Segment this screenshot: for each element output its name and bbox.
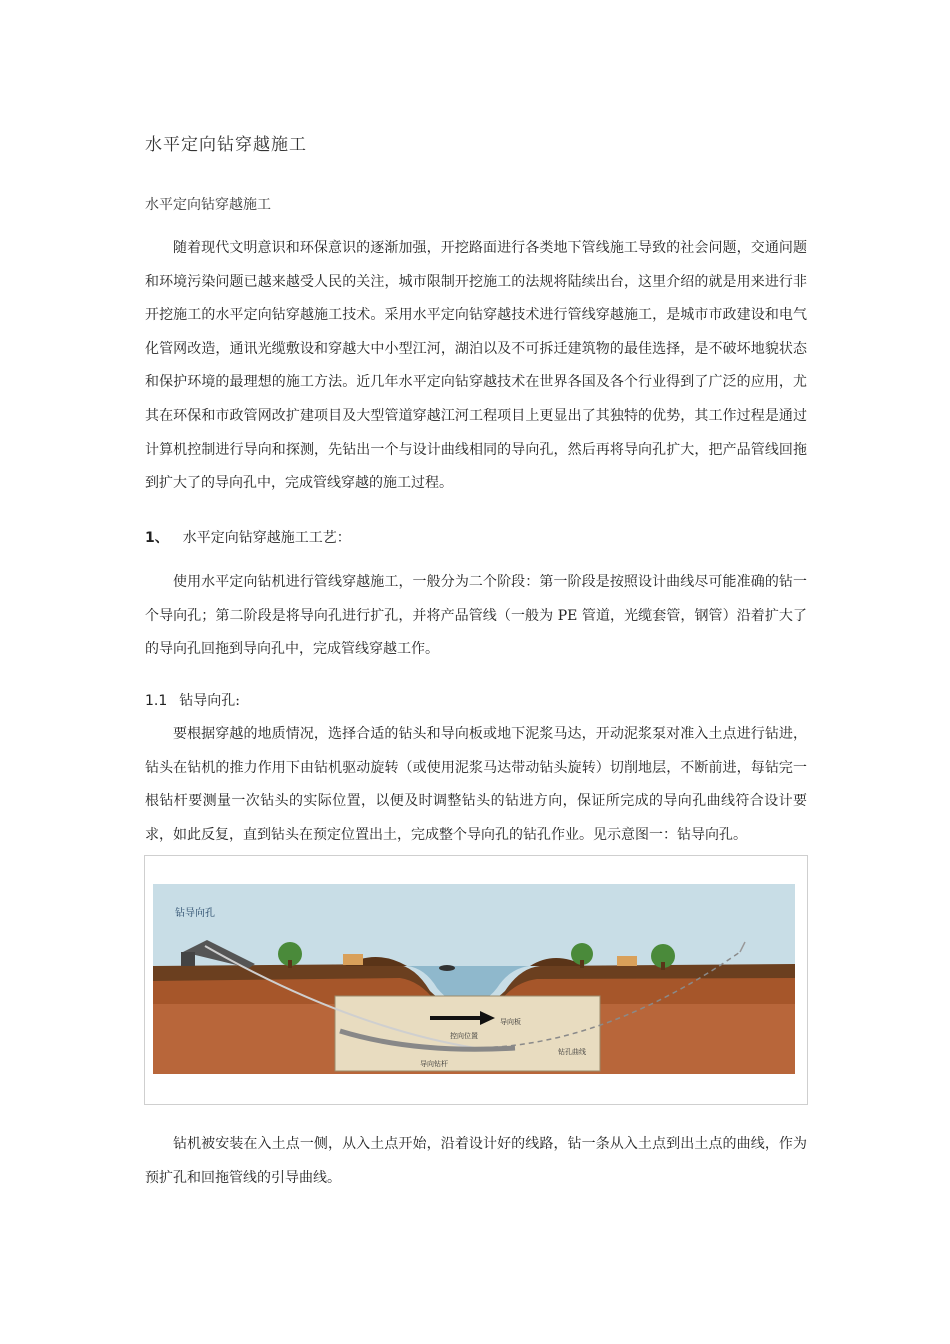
section-1-1-number: 1.1 (145, 693, 168, 709)
page-title: 水平定向钻穿越施工 (145, 135, 307, 155)
section-1-1-title: 钻导向孔: (179, 693, 240, 709)
tree-trunk (661, 962, 665, 970)
label-curve: 钻孔曲线 (558, 1048, 586, 1056)
drill-rig-base (181, 952, 195, 966)
label-guide: 导向板 (500, 1018, 521, 1026)
truck-icon (343, 954, 363, 965)
label-drill-bit: 导向钻杆 (420, 1060, 448, 1068)
figure-drilling-pilot-hole (144, 855, 808, 1105)
label-position: 控向位置 (450, 1032, 478, 1040)
section-1-1-paragraph: 要根据穿越的地质情况，选择合适的钻头和导向板或地下泥浆马达，开动泥浆泵对准入土点进行钻进，钻头在钻机的推力作用下由钻机驱动旋转（或使用泥浆马达带动钻头旋转）切削地层，不断前进，每钻完一根钻杆要测量一次钻头的实际位置，以便及时调整钻头的钻进方向，保证所完成的导向孔曲线符合设计要求，如此反复，直到钻头在预定位置出土，完成整个导向孔的钻孔作业。见示意图一：钻导向孔。 (145, 726, 807, 843)
section-1-number: 1、 (145, 530, 169, 546)
page-subtitle: 水平定向钻穿越施工 (145, 197, 271, 213)
tree-trunk (288, 960, 292, 968)
truck-icon (617, 956, 637, 966)
figure-illustration (145, 856, 807, 1104)
closing-paragraph: 钻机被安装在入土点一侧，从入土点开始，沿着设计好的线路，钻一条从入土点到出土点的曲线，作为预扩孔和回拖管线的引导曲线。 (145, 1136, 807, 1186)
intro-paragraph: 随着现代文明意识和环保意识的逐渐加强，开挖路面进行各类地下管线施工导致的社会问题，交通问题和环境污染问题已越来越受人民的关注，城市限制开挖施工的法规将陆续出台，这里介绍的就是用来进行非开挖施工的水平定向钻穿越施工技术。采用水平定向钻穿越技术进行管线穿越施工，是城市市政建设和电气化管网改造，通讯光缆敷设和穿越大中小型江河，湖泊以及不可拆迁建筑物的最佳选择，是不破坏地貌状态和保护环境的最理想的施工方法。近几年水平定向钻穿越技术在世界各国及各个行业得到了广泛的应用，尤其在环保和市政管网改扩建项目及大型管道穿越江河工程项目上更显出了其独特的优势，其工作过程是通过计算机控制进行导向和探测，先钻出一个与设计曲线相同的导向孔，然后再将导向孔扩大，把产品管线回拖到扩大了的导向孔中，完成管线穿越的施工过程。 (145, 240, 807, 492)
section-1-title: 水平定向钻穿越施工工艺： (182, 530, 351, 546)
section-1-heading (145, 527, 351, 547)
section-1-1-heading (145, 690, 240, 710)
boat-icon (439, 965, 455, 971)
section-1-paragraph: 使用水平定向钻机进行管线穿越施工，一般分为二个阶段：第一阶段是按照设计曲线尽可能准确的钻一个导向孔；第二阶段是将导向孔进行扩孔，并将产品管线（一般为 PE 管道，光缆套管，钢管）沿着扩大了的导向孔回拖到导向孔中，完成管线穿越工作。 (145, 574, 807, 658)
figure-caption-label: 钻导向孔 (175, 908, 215, 919)
tree-trunk (580, 960, 584, 968)
